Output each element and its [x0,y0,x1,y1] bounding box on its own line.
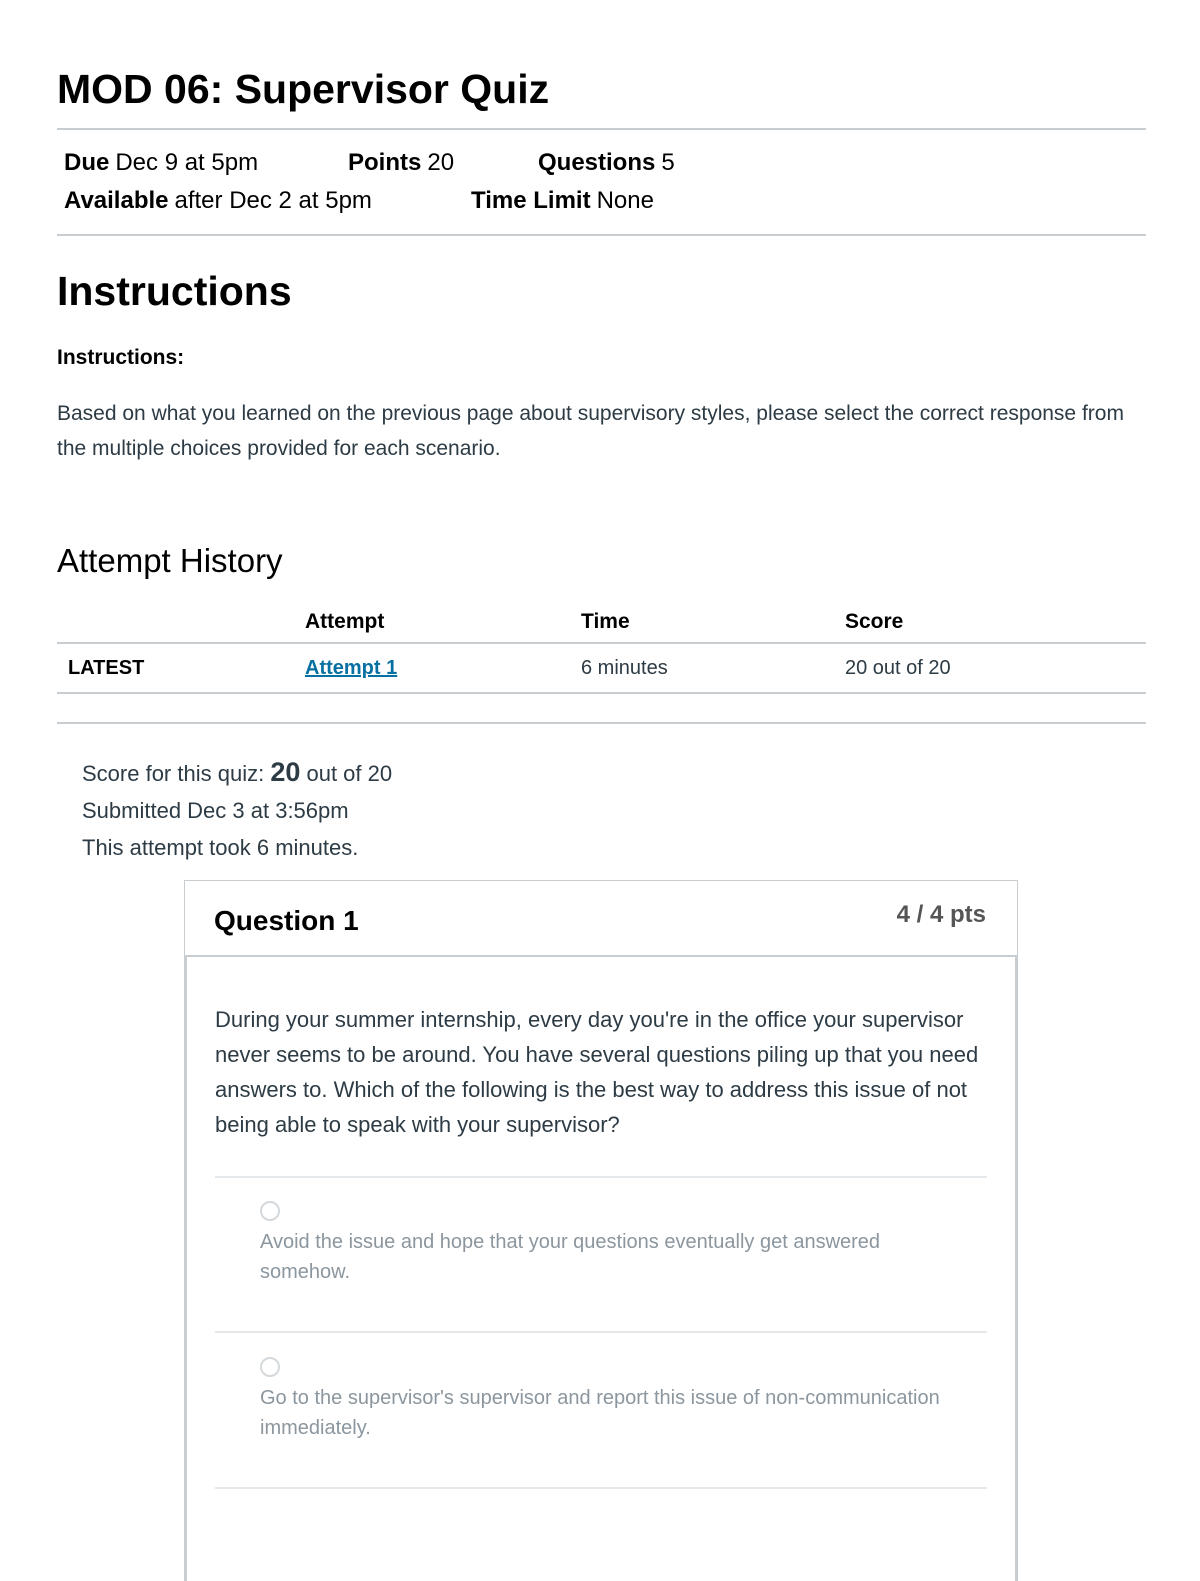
time-limit-value: None [596,187,654,214]
column-header-attempt: Attempt [305,604,581,643]
time-limit-label: Time Limit [471,187,591,214]
points-label: Points [348,149,422,176]
divider [57,234,1146,236]
attempt-score: 20 out of 20 [845,643,1146,693]
questions-label: Questions [538,149,656,176]
score-out-of: out of 20 [306,761,393,786]
radio-button[interactable] [260,1201,280,1221]
available-label: Available [64,187,169,214]
attempt-history-heading: Attempt History [57,542,283,579]
instructions-text: Based on what you learned on the previous page about supervisory styles, please select the correct response from the multiple choices provided for each scenario. [57,402,1124,460]
question-title: Question 1 [214,905,359,936]
column-header-status [57,604,305,643]
page-title: MOD 06: Supervisor Quiz [57,66,550,112]
submitted-text: Submitted Dec 3 at 3:56pm [82,798,349,823]
question-header [185,881,1017,957]
duration-text: This attempt took 6 minutes. [82,835,359,860]
answer-text: Avoid the issue and hope that your questions eventually get answered somehow. [260,1231,881,1283]
attempt-status: LATEST [57,643,305,693]
instructions-heading: Instructions [57,268,292,314]
score-line [82,754,392,792]
question-text: During your summer internship, every day you're in the office your supervisor never seems to be around. You have several questions piling up that you need answers to. Which of the following is the best way to address this issue of not being able to speak with your supervisor? [215,1007,979,1137]
table-header-row [57,604,1146,643]
questions-value: 5 [661,149,675,176]
due-value: Dec 9 at 5pm [115,149,259,176]
score-summary [82,754,392,866]
quiz-meta-row-1 [64,149,258,177]
divider [57,128,1146,130]
question-card [184,880,1018,1581]
radio-button[interactable] [260,1357,280,1377]
answer-text: Go to the supervisor's supervisor and report this issue of non-communication immediately. [260,1387,940,1439]
points-meta [348,149,454,177]
question-points: 4 / 4 pts [896,901,986,928]
attempt-link[interactable]: Attempt 1 [305,657,398,679]
divider [57,722,1146,724]
answer-divider [215,1176,987,1178]
instructions-label: Instructions: [57,346,185,369]
score-label: Score for this quiz: [82,761,265,786]
available-value: after Dec 2 at 5pm [174,187,372,214]
table-row [57,643,1146,693]
available-meta [64,187,372,215]
answer-option[interactable] [260,1201,960,1287]
attempt-cell [305,643,581,693]
points-value: 20 [427,149,455,176]
time-limit-meta [471,187,654,215]
column-header-time: Time [581,604,845,643]
score-value: 20 [270,757,301,787]
attempt-history-table [57,604,1146,694]
answer-divider [215,1331,987,1333]
due-label: Due [64,149,110,176]
question-body [185,957,1017,1581]
questions-meta [538,149,675,177]
attempt-time: 6 minutes [581,643,845,693]
answer-divider [215,1487,987,1489]
column-header-score: Score [845,604,1146,643]
answer-option[interactable] [260,1357,960,1443]
